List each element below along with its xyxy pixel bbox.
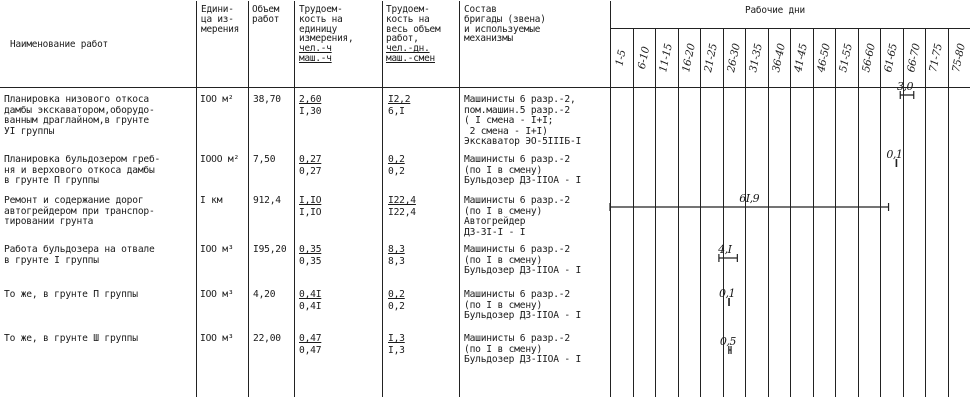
labor-total-machine-shifts: 6,I [388,106,405,117]
duration-label: 3,0 [897,80,913,93]
crew-and-machines: Машинисты 6 разр.-2 (по I в смену) Автогрейдер ДЗ-3I-I - I [464,195,570,238]
work-name: То же, в грунте П группы [4,289,138,300]
work-volume: 7,50 [253,154,276,165]
labor-total-machine-shifts: 0,2 [388,301,405,312]
labor-per-unit-man-hours: 0,47 [299,333,322,344]
labor-per-unit-machine-hours: 0,35 [299,256,322,267]
header-volume: Объем работ [252,4,280,25]
unit-of-measure: IOO м³ [200,289,234,300]
header-crew: Состав бригады (звена) и используемые механизмы [464,4,546,45]
work-name: Планировка низового откоса дамбы экскаватором,оборудо- ванным драглайном,в грунте УI группы [4,94,155,137]
header-unit: Едини- ца из- мерения [201,4,240,35]
unit-of-measure: I км [200,195,223,206]
labor-per-unit-machine-hours: I,30 [299,106,322,117]
labor-per-unit-man-hours: 2,60 [299,94,322,105]
header-workdays: Рабочие дни [745,5,805,16]
work-schedule-sheet: Наименование работ Едини- ца из- мерения Объем работ Трудоем- кость на единицу измерения, чел.-ч маш.-ч Трудоем- кость на весь объем работ, чел.-дн. маш.-смен Состав бригады (звена) и используемые механизмы Рабочие дни 1-5 6-10 11-15 16-20 21-25 26-30 31-35 36-40 41-45 46-50 51-55 56-60 61-65 66-70 71-75 75-80 Планировка низового откоса дамбы экскаватором,оборудо- ванным драглайном,в грунте УI группы IOO м² 38,70 2,60 I,30 I2,2 6,I Машинисты 6 разр.-2, пом.машин.5 разр.-2 ( I смена - I+I; 2 смена - I+I) Экскаватор ЭО-5IIIБ-I Планировка бульдозером греб- ня и верхового откоса дамбы в грунте П группы IOOO м² 7,50 0,27 0,27 0,2 0,2 Машинисты 6 разр.-2 (по I в смену) Бульдозер ДЗ-IIОА - I Ремонт и содержание дорог автогрейдером при транспор- тировании грунта I км 912,4 I,IO I,IO I22,4 I22,4 Машинисты 6 разр.-2 (по I в смену) Автогрейдер ДЗ-3I-I - I Работа бульдозера на отвале в грунте I группы IOO м³ I95,20 0,35 0,35 8,3 8,3 Машинисты 6 разр.-2 (по I в смену) Бульдозер ДЗ-IIОА - I То же, в грунте П группы IOO м³ 4,20 0,4I 0,4I 0,2 0,2 Машинисты 6 разр.-2 (по I в смену) Бульдозер ДЗ-IIОА - I То же, в грунте Ш группы IOO м³ 22,00 0,47 0,47 I,3 I,3 Машинисты 6 разр.-2 (по I в смену) Бульдозер ДЗ-IIОА - I 3,0 0,1 6I,9 4,I 0,1 0,5 [0,0,970,400]
unit-of-measure: IOOO м² [200,154,240,165]
labor-total-machine-shifts: 0,2 [388,166,405,177]
crew-and-machines: Машинисты 6 разр.-2 (по I в смену) Бульдозер ДЗ-IIОА - I [464,289,582,322]
labor-total-man-days: I,3 [388,333,405,344]
unit-of-measure: IOO м² [200,94,234,105]
unit-of-measure: IOO м³ [200,244,234,255]
header-work-name: Наименование работ [10,39,108,50]
crew-and-machines: Машинисты 6 разр.-2 (по I в смену) Бульдозер ДЗ-IIОА - I [464,244,582,277]
labor-per-unit-machine-hours: 0,47 [299,345,322,356]
labor-total-man-days: 0,2 [388,154,405,165]
header-labor-total: Трудоем- кость на весь объем работ, чел.-дн. маш.-смен [386,4,441,64]
duration-label: 4,I [718,243,732,256]
unit-of-measure: IOO м³ [200,333,234,344]
duration-label: 0,1 [886,148,903,161]
work-volume: 22,00 [253,333,281,344]
labor-total-man-days: 0,2 [388,289,405,300]
crew-and-machines: Машинисты 6 разр.-2 (по I в смену) Бульдозер ДЗ-IIОА - I [464,333,582,366]
work-volume: I95,20 [253,244,287,255]
work-name: Работа бульдозера на отвале в грунте I группы [4,244,155,266]
labor-total-man-days: I2,2 [388,94,411,105]
labor-per-unit-machine-hours: I,IO [299,207,322,218]
labor-total-machine-shifts: I22,4 [388,207,416,218]
crew-and-machines: Машинисты 6 разр.-2, пом.машин.5 разр.-2 ( I смена - I+I; 2 смена - I+I) Экскаватор ЭО-5IIIБ-I [464,94,582,148]
work-volume: 38,70 [253,94,281,105]
labor-per-unit-man-hours: I,IO [299,195,322,206]
crew-and-machines: Машинисты 6 разр.-2 (по I в смену) Бульдозер ДЗ-IIОА - I [464,154,582,187]
labor-per-unit-man-hours: 0,35 [299,244,322,255]
work-volume: 912,4 [253,195,281,206]
labor-total-machine-shifts: I,3 [388,345,405,356]
labor-total-man-days: 8,3 [388,244,405,255]
labor-per-unit-man-hours: 0,4I [299,289,322,300]
work-name: То же, в грунте Ш группы [4,333,138,344]
work-volume: 4,20 [253,289,276,300]
header-labor-unit: Трудоем- кость на единицу измерения, чел.-ч маш.-ч [299,4,354,64]
labor-per-unit-machine-hours: 0,4I [299,301,322,312]
labor-total-machine-shifts: 8,3 [388,256,405,267]
work-name: Планировка бульдозером греб- ня и верхового откоса дамбы в грунте П группы [4,154,161,187]
duration-label: 6I,9 [739,192,760,205]
labor-per-unit-man-hours: 0,27 [299,154,322,165]
work-name: Ремонт и содержание дорог автогрейдером при транспор- тировании грунта [4,195,155,228]
labor-total-man-days: I22,4 [388,195,416,206]
duration-label: 0,5 [719,335,736,348]
labor-per-unit-machine-hours: 0,27 [299,166,322,177]
duration-label: 0,1 [719,287,736,300]
